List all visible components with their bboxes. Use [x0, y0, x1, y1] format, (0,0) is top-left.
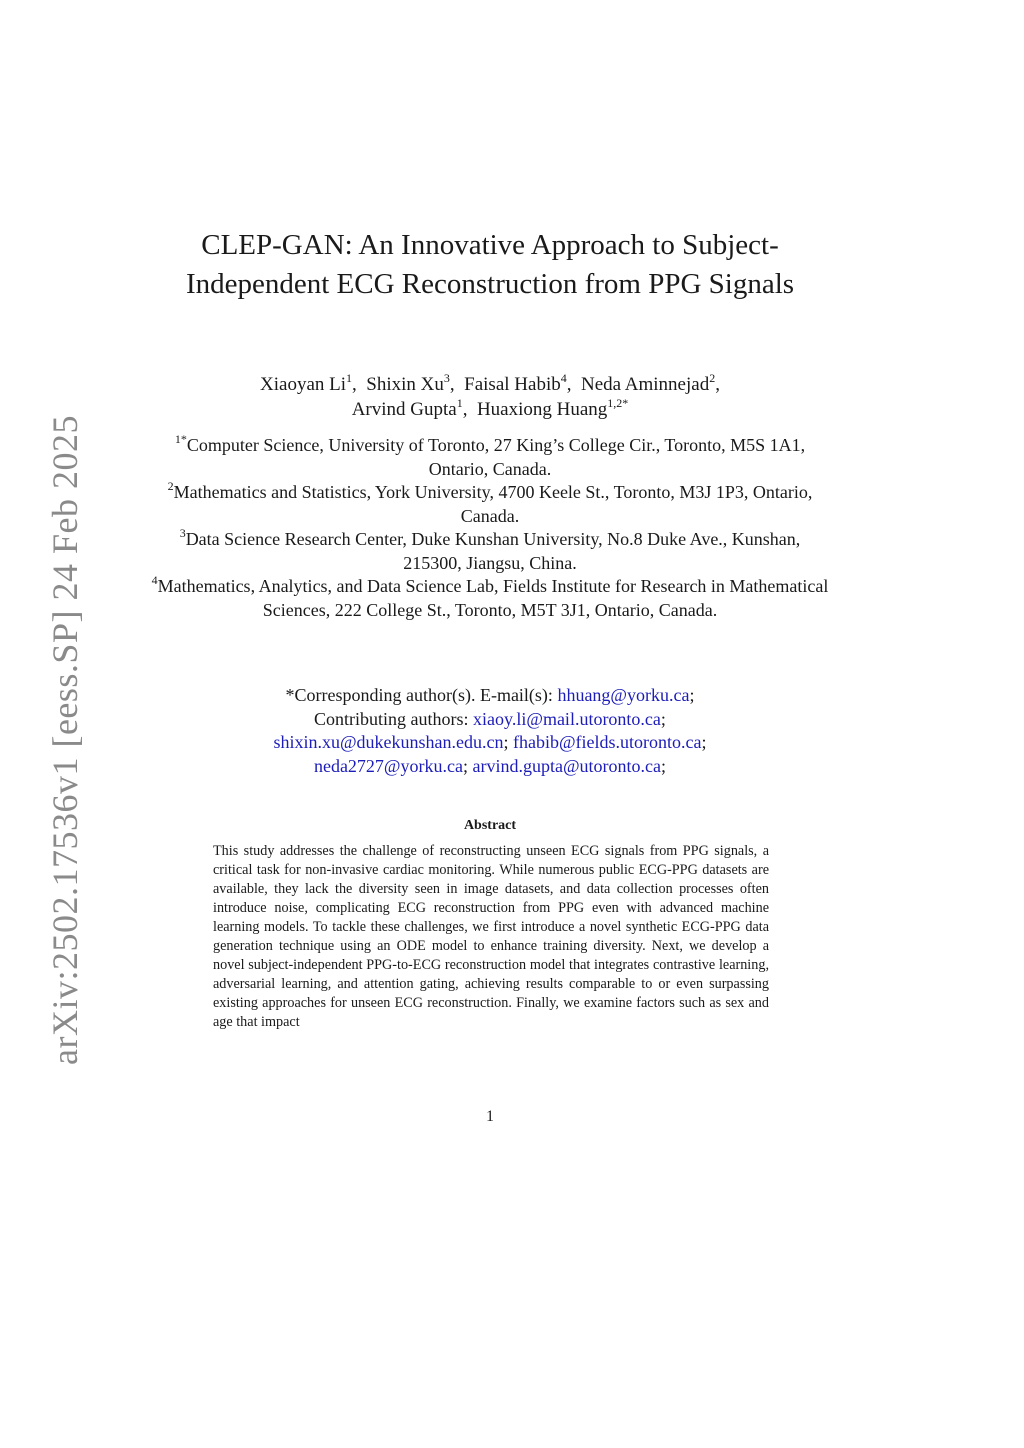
affiliation-1 — [150, 434, 830, 481]
author-affil-marker: 2 — [709, 370, 716, 385]
email-separator: ; — [660, 708, 666, 729]
author-name: Neda Aminnejad — [580, 374, 710, 395]
author-affil-marker: 1 — [346, 370, 353, 385]
paper-title: CLEP-GAN: An Innovative Approach to Subject-Independent ECG Reconstruction from PPG Signals — [185, 229, 795, 300]
contributing-label: Contributing authors: — [314, 708, 469, 729]
author-affil-marker: 1,2* — [607, 395, 629, 410]
author-affil-marker: 1 — [456, 395, 463, 410]
email-separator: ; — [701, 732, 707, 752]
author-5: Arvind Gupta$^1$, — [351, 395, 468, 420]
author-2: Shixin Xu$^3$, — [366, 370, 455, 395]
affiliation-4 — [150, 575, 830, 622]
affiliation-text: Data Science Research Center, Duke Kunshan University, No.8 Duke Ave., Kunshan, 215300, Jiangsu, China. — [185, 529, 801, 573]
abstract-heading: Abstract — [463, 818, 517, 833]
abstract-text: This study addresses the challenge of reconstructing unseen ECG signals from PPG signals, a critical task for non-invasive cardiac monitoring. While numerous public ECG-PPG datasets are available, they lack the diversity seen in image datasets, and data collection processes often introduce noise, complicating ECG reconstruction from PPG even with advanced machine learning models. To tackle these challenges, we first introduce a novel synthetic ECG-PPG data generation technique using an ODE model to enhance training diversity. Next, we develop a novel subject-independent PPG-to-ECG reconstruction model that integrates contrastive learning, adversarial learning, and attention gating, achieving results comparable to or even surpassing existing approaches for unseen ECG reconstruction. Finally, we examine factors such as sex and age that impact — [213, 843, 769, 1030]
email-separator: ; — [661, 755, 667, 776]
author-1: Xiaoyan Li$^1$, — [260, 370, 357, 395]
author-list — [150, 372, 830, 422]
affiliation-text: Mathematics, Analytics, and Data Science Lab, Fields Institute for Research in Mathematical Sciences, 222 College St., Toronto, M5T 3J1, Ontario, Canada. — [157, 576, 829, 620]
email-separator: ; — [462, 755, 468, 776]
affiliation-list — [150, 434, 830, 622]
affiliation-text: Mathematics and Statistics, York University, 4700 Keele St., Toronto, M3J 1P3, Ontario, Canada. — [173, 482, 813, 526]
corresponding-email-link[interactable]: hhuang@yorku.ca — [557, 685, 690, 705]
affiliation-marker: 1* — [174, 432, 187, 446]
email-link-xu[interactable]: shixin.xu@dukekunshan.edu.cn — [273, 732, 504, 752]
affiliation-marker: 2 — [167, 479, 174, 493]
affiliation-marker: 3 — [179, 526, 186, 540]
corresponding-label: *Corresponding author(s). E-mail(s): — [285, 685, 553, 705]
author-3: Faisal Habib$^4$, — [464, 370, 572, 395]
contact-block — [150, 684, 830, 778]
email-link-gupta[interactable]: arvind.gupta@utoronto.ca — [472, 755, 662, 776]
email-separator: ; — [689, 685, 695, 705]
author-name: Faisal Habib — [464, 374, 561, 395]
author-name: Shixin Xu — [366, 374, 444, 395]
email-link-habib[interactable]: fhabib@fields.utoronto.ca — [513, 732, 702, 752]
email-separator: ; — [503, 732, 509, 752]
author-affil-marker: 3 — [443, 370, 450, 385]
page-number: 1 — [486, 1108, 494, 1125]
author-name: Huaxiong Huang — [476, 399, 608, 420]
affiliation-text: Computer Science, University of Toronto, 27 King’s College Cir., Toronto, M5S 1A1, Ontario, Canada. — [186, 435, 806, 479]
author-affil-marker: 4 — [560, 370, 567, 385]
author-4: Neda Aminnejad$^2$, — [580, 370, 720, 395]
affiliation-marker: 4 — [151, 573, 158, 587]
arxiv-identifier-stamp: arXiv:2502.17536v1 [eess.SP] 24 Feb 2025 — [45, 415, 85, 1065]
author-name: Arvind Gupta — [351, 399, 457, 420]
email-link-li[interactable]: xiaoy.li@mail.utoronto.ca — [473, 708, 661, 729]
author-6 — [476, 395, 629, 420]
email-link-aminnejad[interactable]: neda2727@yorku.ca — [313, 755, 463, 776]
author-name: Xiaoyan Li — [260, 374, 347, 395]
affiliation-3 — [150, 528, 830, 575]
affiliation-2 — [150, 481, 830, 528]
